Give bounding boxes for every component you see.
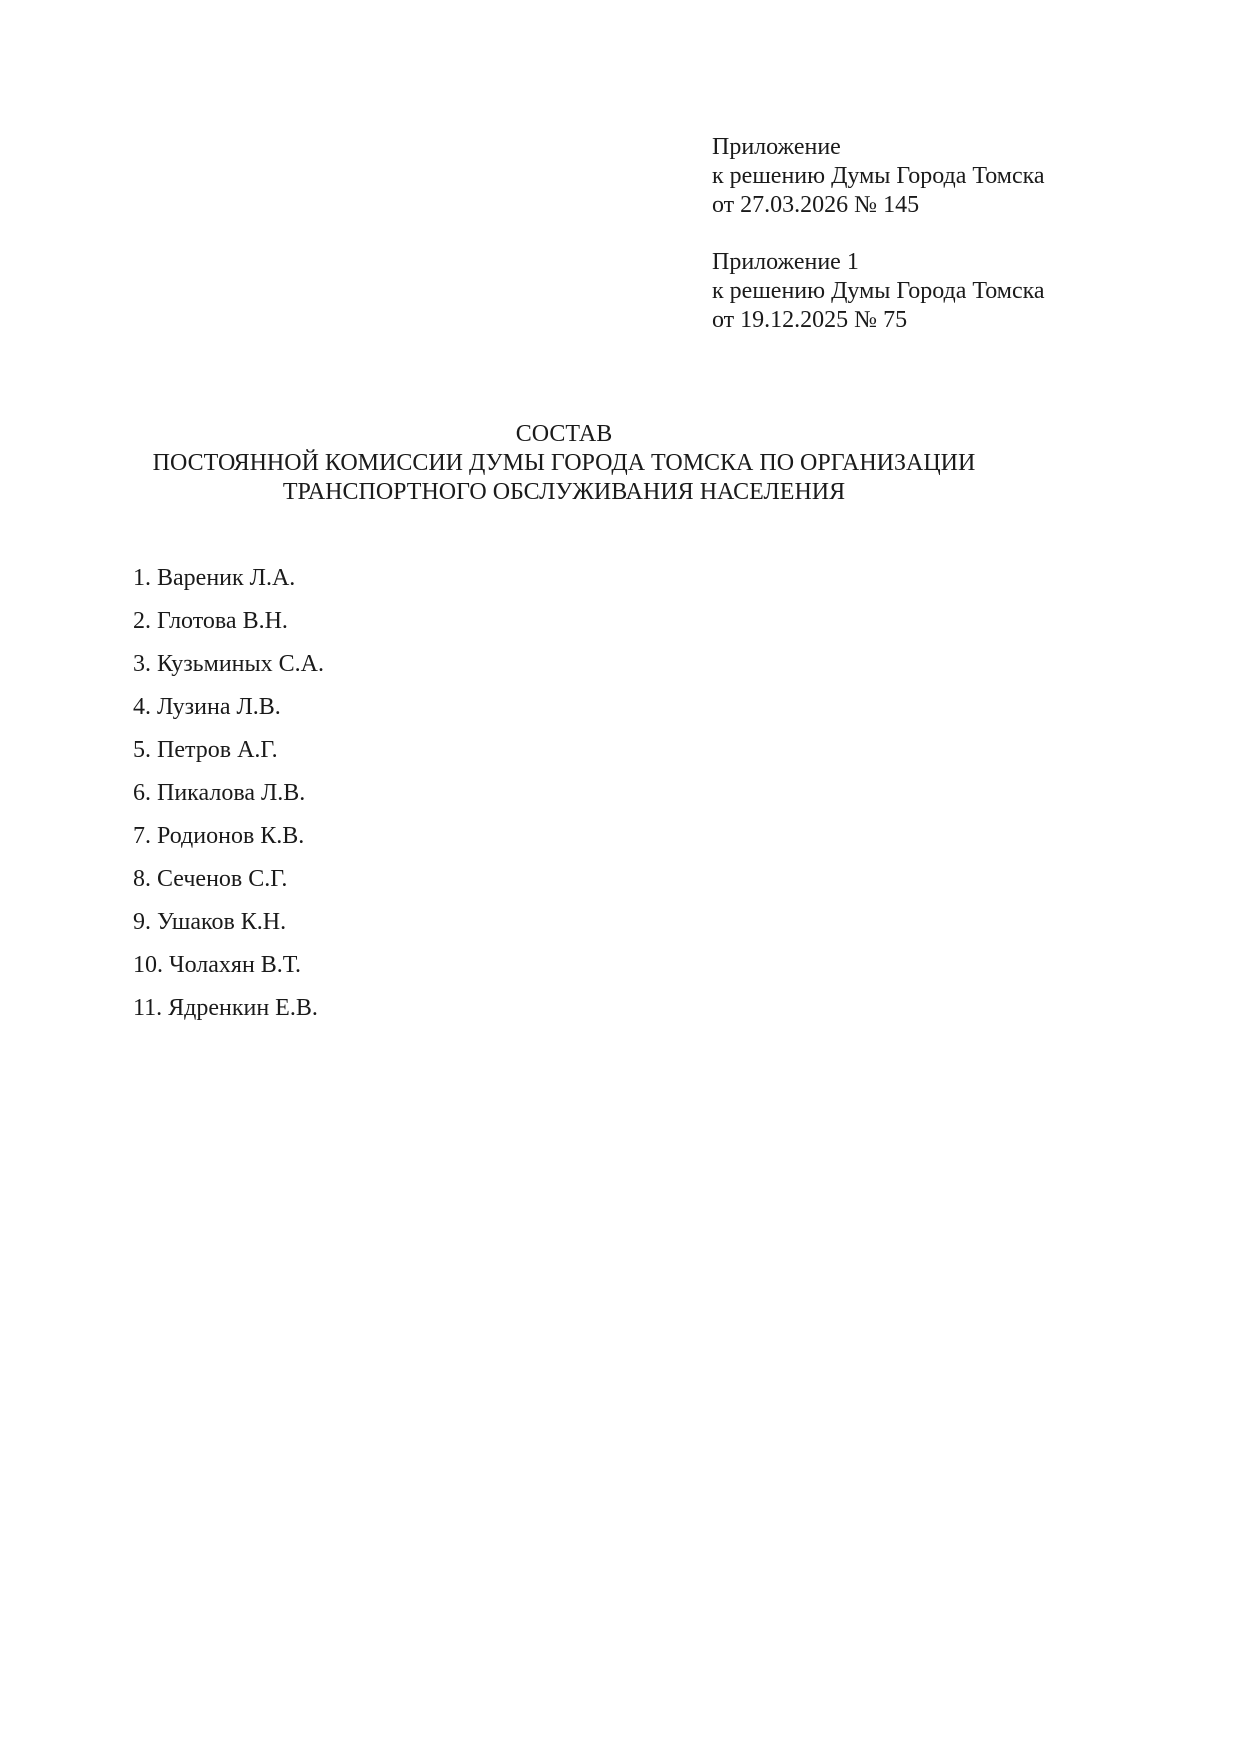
list-item: 11. Ядренкин Е.В. [133,995,318,1021]
list-item: 6. Пикалова Л.В. [133,780,306,806]
appendix-current-block [712,133,1045,220]
list-item: 9. Ушаков К.Н. [133,909,287,935]
appendix-previous-block [712,248,1045,335]
list-item: 2. Глотова В.Н. [133,608,288,634]
list-item: 1. Вареник Л.А. [133,565,296,591]
heading-line-3: ТРАНСПОРТНОГО ОБСЛУЖИВАНИЯ НАСЕЛЕНИЯ [282,479,846,505]
list-item: 5. Петров А.Г. [133,737,278,763]
list-item: 10. Чолахян В.Т. [133,952,302,978]
document-heading [124,420,1004,507]
list-item: 8. Сеченов С.Г. [133,866,288,892]
list-item: 7. Родионов К.В. [133,823,305,849]
appendix-current-title: Приложение [712,134,841,160]
heading-line-1: СОСТАВ [515,421,613,447]
member-list [133,564,324,1037]
appendix-current-decision: к решению Думы Города Томска [712,163,1045,189]
list-item: 3. Кузьминых С.А. [133,651,324,677]
heading-line-2: ПОСТОЯННОЙ КОМИССИИ ДУМЫ ГОРОДА ТОМСКА ПО ОРГАНИЗАЦИИ [152,450,976,476]
appendix-previous-title: Приложение 1 [712,249,859,275]
list-item: 4. Лузина Л.В. [133,694,281,720]
appendix-current-date-number: от 27.03.2026 № 145 [712,192,920,218]
appendix-previous-date-number: от 19.12.2025 № 75 [712,307,908,333]
appendix-previous-decision: к решению Думы Города Томска [712,278,1045,304]
